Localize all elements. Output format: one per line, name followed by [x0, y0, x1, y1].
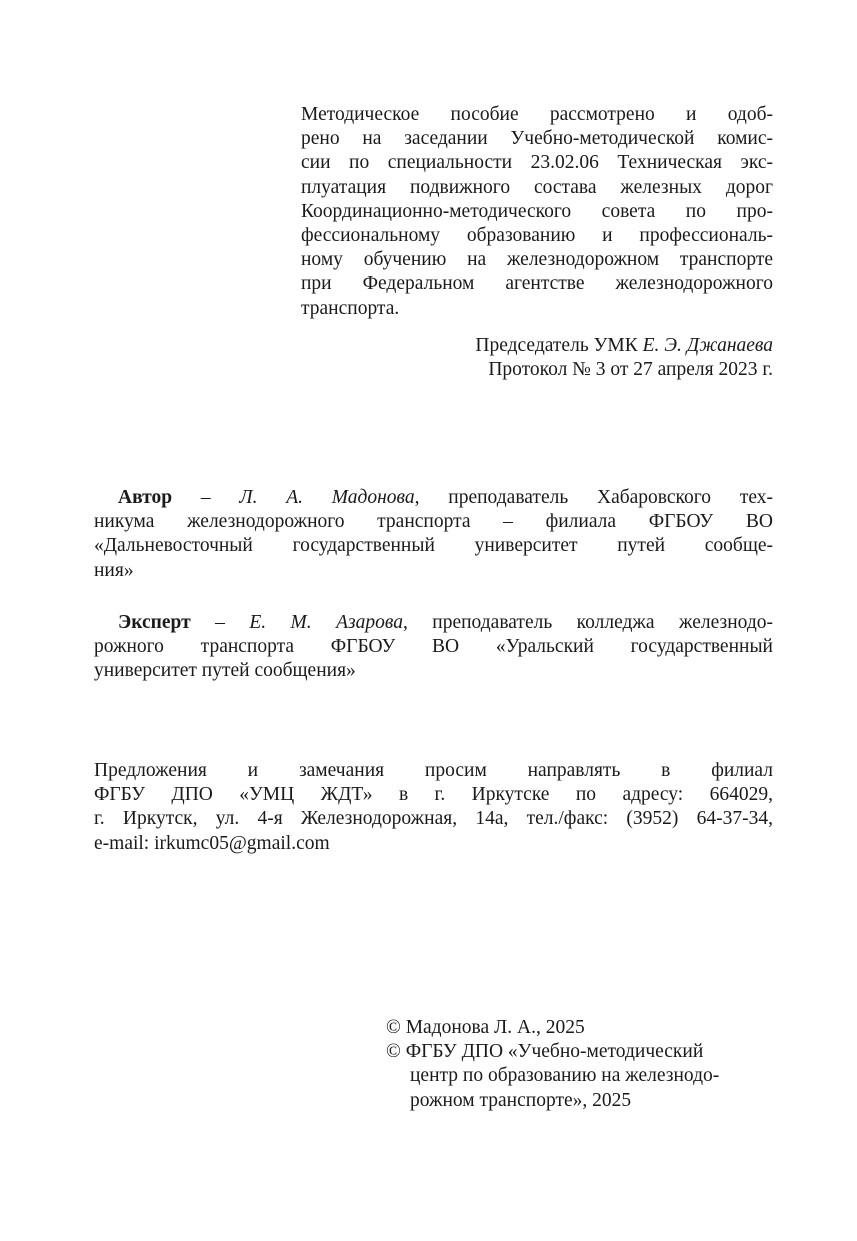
expert-block: [94, 611, 773, 684]
author-role: Автор: [118, 487, 173, 508]
contact-line: Предложения и замечания просим направлять в филиал: [94, 760, 773, 781]
approval-line: при Федеральном агентстве железнодорожного: [301, 273, 773, 295]
contact-block: [94, 759, 773, 856]
author-name: Л. А. Мадонова: [239, 487, 415, 508]
author-block: [94, 486, 773, 583]
approval-line: Методическое пособие рассмотрено и одоб-: [301, 104, 773, 125]
approval-line: транспорта.: [301, 297, 400, 319]
author-line: «Дальневосточный государственный университет путей сообще-: [94, 535, 773, 557]
expert-line: университет путей сообщения»: [94, 660, 356, 682]
approval-line: фессиональному образованию и профессиональ-: [301, 224, 773, 246]
copyright-line: © Мадонова Л. А., 2025: [386, 1017, 585, 1038]
chair-line: [301, 334, 773, 358]
expert-line: рожного транспорта ФГБОУ ВО «Уральский государственный: [94, 636, 773, 658]
approval-line: ному обучению на железнодорожном транспорте: [301, 249, 773, 271]
contact-email: e-mail: irkumc05@gmail.com: [94, 832, 330, 854]
chair-prefix: Председатель УМК: [475, 335, 643, 356]
author-dash: –: [172, 487, 240, 508]
copyright-line: центр по образованию на железнодо-: [410, 1065, 720, 1087]
author-line: [94, 486, 773, 510]
protocol-line: Протокол № 3 от 27 апреля 2023 г.: [488, 359, 773, 381]
expert-rest: , преподаватель колледжа железнодо-: [402, 612, 773, 633]
expert-line: [94, 611, 773, 635]
copyright-line: рожном транспорте», 2025: [410, 1089, 632, 1111]
approval-line: Координационно-методического совета по про-: [301, 200, 773, 222]
expert-dash: –: [190, 612, 250, 633]
copyright-block: [386, 1016, 778, 1113]
author-line: ния»: [94, 559, 134, 581]
author-line: никума железнодорожного транспорта – филиала ФГБОУ ВО: [94, 511, 773, 533]
expert-name: Е. М. Азарова: [249, 612, 403, 633]
expert-role: Эксперт: [118, 612, 191, 633]
approval-note: [301, 103, 773, 321]
approval-line: плуатация подвижного состава железных дорог: [301, 176, 773, 198]
approval-line: сии по специальности 23.02.06 Техническая экс-: [301, 152, 773, 174]
approval-line: рено на заседании Учебно-методической комис-: [301, 128, 773, 150]
contact-line: ФГБУ ДПО «УМЦ ЖДТ» в г. Иркутске по адресу: 664029,: [94, 784, 773, 806]
contact-line: г. Иркутск, ул. 4-я Железнодорожная, 14а, тел./факс: (3952) 64-37-34,: [94, 808, 773, 830]
author-rest: , преподаватель Хабаровского тех-: [414, 487, 773, 508]
copyright-line: © ФГБУ ДПО «Учебно-методический: [386, 1041, 704, 1063]
signature-block: [301, 334, 773, 382]
chair-name: Е. Э. Джанаева: [642, 335, 773, 356]
